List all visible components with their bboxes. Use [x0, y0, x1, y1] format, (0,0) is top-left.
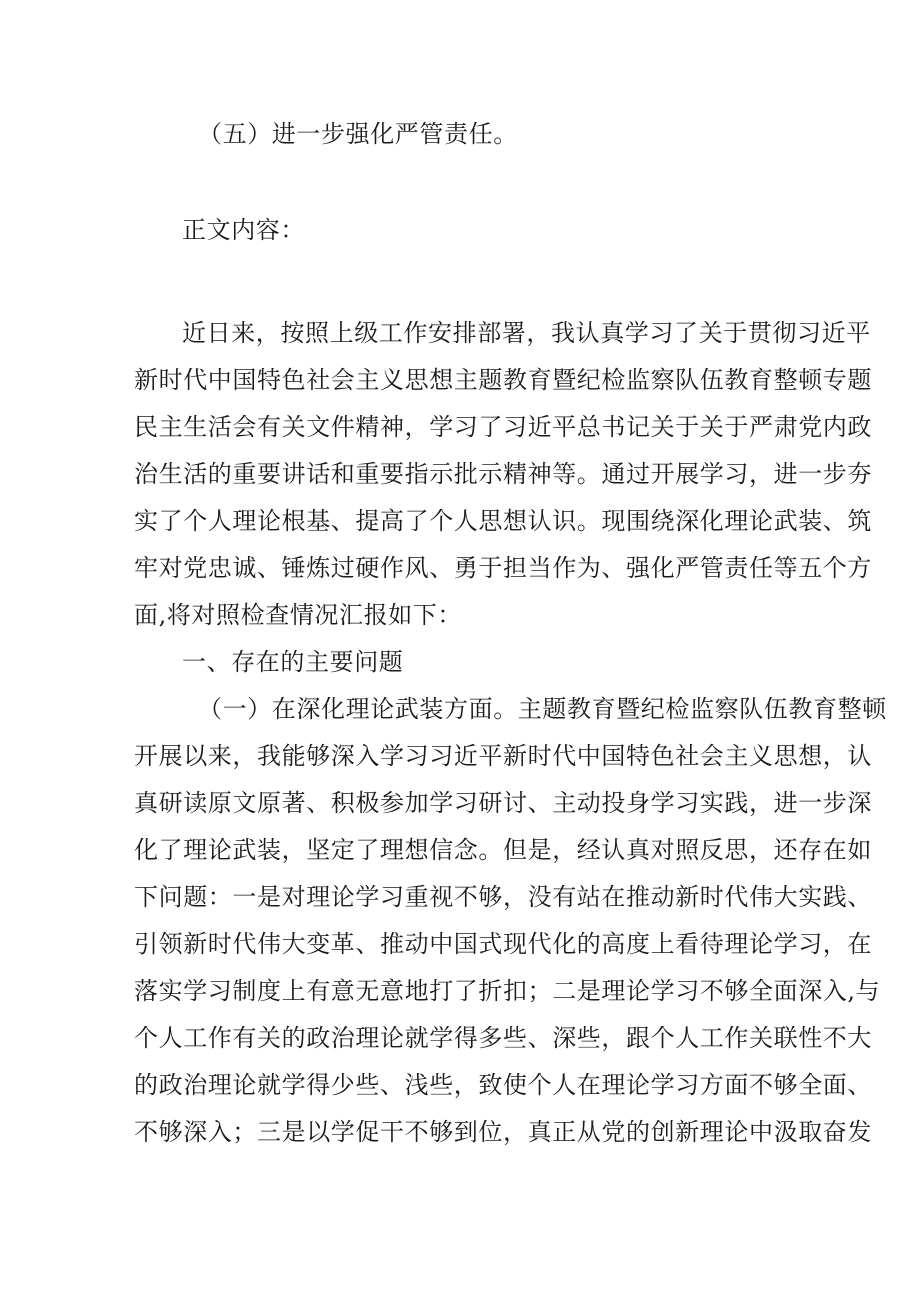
- paragraph-line: 真研读原文原著、积极参加学习研讨、主动投身学习实践，进一步深: [134, 789, 872, 817]
- paragraph-line: 个人工作有关的政治理论就学得多些、深些，跟个人工作关联性不大: [134, 1024, 872, 1052]
- paragraph-line: 下问题：一是对理论学习重视不够，没有站在推动新时代伟大实践、: [134, 883, 872, 911]
- paragraph-line: 开展以来，我能够深入学习习近平新时代中国特色社会主义思想，认: [134, 742, 872, 770]
- paragraph-line: 新时代中国特色社会主义思想主题教育暨纪检监察队伍教育整顿专题: [134, 366, 872, 394]
- paragraph-line: 面,将对照检查情况汇报如下：: [134, 601, 463, 629]
- paragraph-line: 牢对党忠诚、锤炼过硬作风、勇于担当作为、强化严管责任等五个方: [134, 554, 872, 582]
- paragraph-line: 实了个人理论根基、提高了个人思想认识。现围绕深化理论武装、筑: [134, 507, 872, 535]
- paragraph-line: 化了理论武装，坚定了理想信念。但是，经认真对照反思，还存在如: [134, 836, 872, 864]
- paragraph-line: 落实学习制度上有意无意地打了折扣；二是理论学习不够全面深入,与: [134, 977, 881, 1005]
- paragraph-line: 近日来，按照上级工作安排部署，我认真学习了关于贯彻习近平: [182, 319, 871, 347]
- heading-five: （五）进一步强化严管责任。: [198, 120, 518, 148]
- section-heading: 一、存在的主要问题: [182, 648, 404, 676]
- paragraph-line: 不够深入；三是以学促干不够到位，真正从党的创新理论中汲取奋发: [134, 1118, 872, 1146]
- body-label: 正文内容：: [182, 216, 305, 244]
- paragraph-line: 引领新时代伟大变革、推动中国式现代化的高度上看待理论学习，在: [134, 930, 872, 958]
- paragraph-line: 治生活的重要讲话和重要指示批示精神等。通过开展学习，进一步夯: [134, 460, 872, 488]
- paragraph-line: 民主生活会有关文件精神，学习了习近平总书记关于关于严肃党内政: [134, 413, 872, 441]
- paragraph-line: 的政治理论就学得少些、浅些，致使个人在理论学习方面不够全面、: [134, 1071, 872, 1099]
- paragraph-line: （一）在深化理论武装方面。主题教育暨纪检监察队伍教育整顿: [198, 695, 887, 723]
